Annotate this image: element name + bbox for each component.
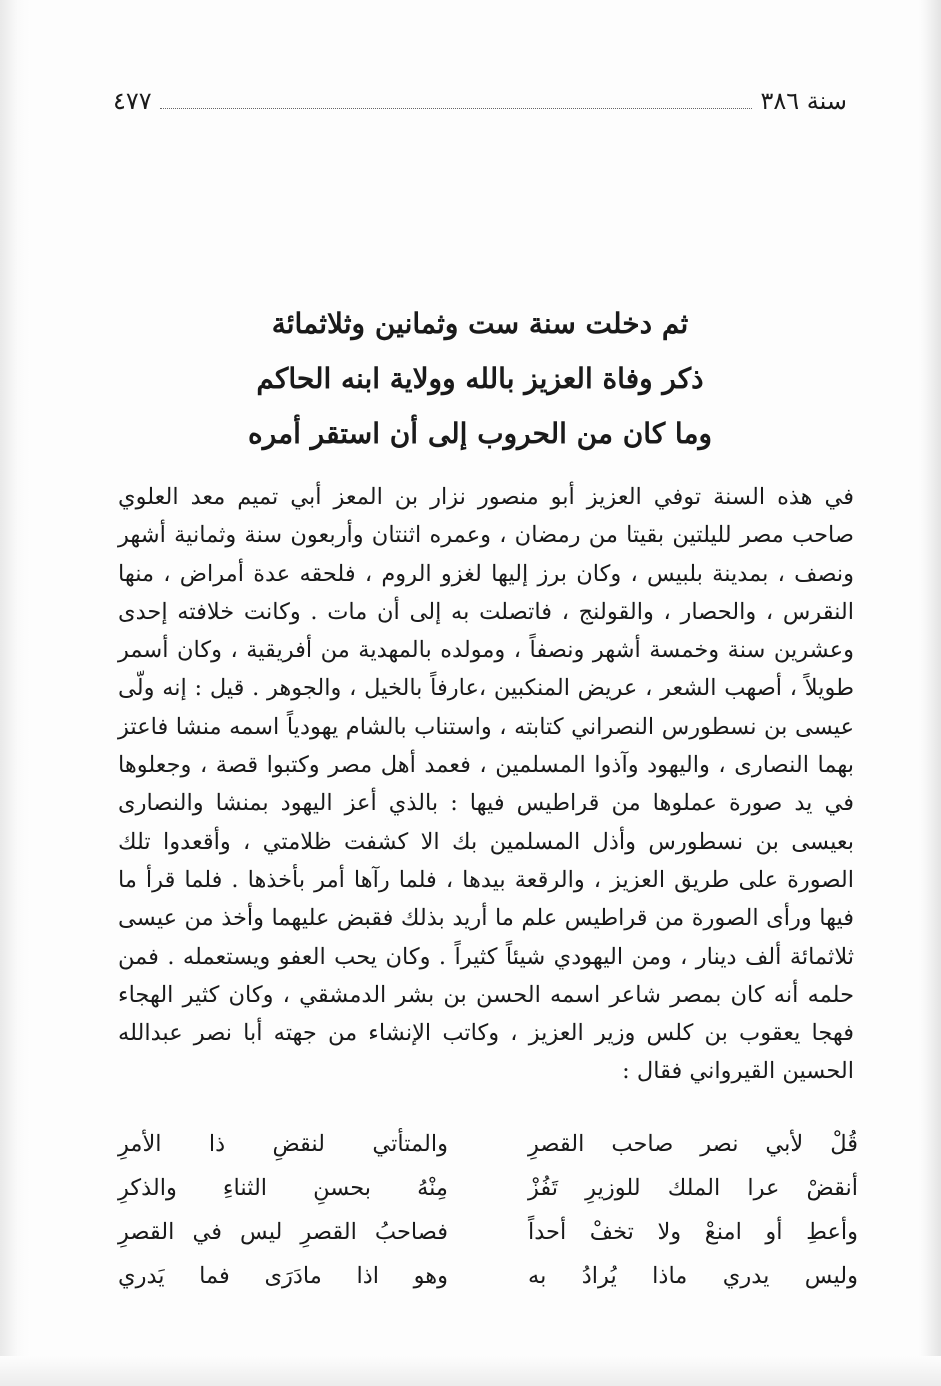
heading-wars: وما كان من الحروب إلى أن استقر أمره <box>248 417 712 450</box>
heading-death-of-al-aziz: ذكر وفاة العزيز بالله وولاية ابنه الحاكم <box>256 362 704 395</box>
page-edge-right <box>919 0 941 1386</box>
poem <box>118 1122 858 1298</box>
poem-second-hemistich: والمتأتي لنقضِ ذا الأمرِ <box>118 1131 448 1157</box>
page-edge-bottom <box>0 1356 941 1386</box>
poem-second-hemistich: مِنْهُ بحسنِ الثناءِ والذكرِ <box>118 1175 448 1201</box>
chapter-headings <box>110 296 850 461</box>
poem-second-hemistich: وهو اذا مادَرَى فما يَدري <box>118 1263 448 1289</box>
running-header <box>113 86 847 116</box>
running-header-year: سنة ٣٨٦ <box>760 87 847 115</box>
running-header-dotted-leader <box>160 108 753 109</box>
page-edge-left <box>0 0 30 1386</box>
poem-verse <box>118 1254 858 1298</box>
body-paragraph: في هذه السنة توفي العزيز أبو منصور نزار بن المعز أبي تميم معد العلوي صاحب مصر لليلتين بقيتا من رمضان ، وعمره اثنتان وأربعون سنة وثمانية أشهر ونصف ، بمدينة بلبيس ، وكان برز إليها لغزو الروم ، فلحقه عدة أمراض ، منها النقرس ، والحصار ، والقولنج ، فاتصلت به إلى أن مات . وكانت خلافته إحدى وعشرين سنة وخمسة أشهر ونصفاً ، ومولده بالمهدية من أفريقية ، وكان أسمر طويلاً ، أصهب الشعر ، عريض المنكبين ،عارفاً بالخيل ، والجوهر . قيل : إنه ولّى عيسى بن نسطورس النصراني كتابته ، واستناب بالشام يهودياً اسمه منشا فاعتز بهما النصارى ، واليهود وآذوا المسلمين ، فعمد أهل مصر وكتبوا قصة ، وجعلوها في يد صورة عملوها من قراطيس فيها : بالذي أعز اليهود بمنشا والنصارى بعيسى بن نسطورس وأذل المسلمين بك الا كشفت ظلامتي ، وأقعدوا تلك الصورة على طريق العزيز ، والرقعة بيدها ، فلما رآها أمر بأخذها . فلما قرأ ما فيها ورأى الصورة من قراطيس علم ما أريد بذلك فقبض عليهما وأخذ من عيسى ثلاثمائة ألف دينار ، ومن اليهودي شيئاً كثيراً . وكان يحب العفو ويستعمله . فمن حلمه أنه كان بمصر شاعر اسمه الحسن بن بشر الدمشقي ، وكان كثير الهجاء فهجا يعقوب بن كلس وزير العزيز ، وكاتب الإنشاء من جهته أبا نصر عبدالله الحسين القيرواني فقال : <box>118 484 854 1085</box>
poem-verse <box>118 1210 858 1254</box>
poem-second-hemistich: فصاحبُ القصرِ ليس في القصرِ <box>118 1219 448 1245</box>
poem-first-hemistich: وليس يدري ماذا يُرادُ به <box>528 1263 858 1289</box>
poem-first-hemistich: أنقضْ عرا الملك للوزيرِ تَفُزْ <box>528 1175 858 1201</box>
poem-verse <box>118 1122 858 1166</box>
page-number: ٤٧٧ <box>113 87 152 115</box>
heading-year-entry: ثم دخلت سنة ست وثمانين وثلاثمائة <box>271 307 689 340</box>
poem-first-hemistich: قُلْ لأبي نصر صاحب القصرِ <box>528 1131 858 1157</box>
poem-verse <box>118 1166 858 1210</box>
poem-first-hemistich: وأعطِ أو امنعْ ولا تخفْ أحداً <box>528 1219 858 1245</box>
